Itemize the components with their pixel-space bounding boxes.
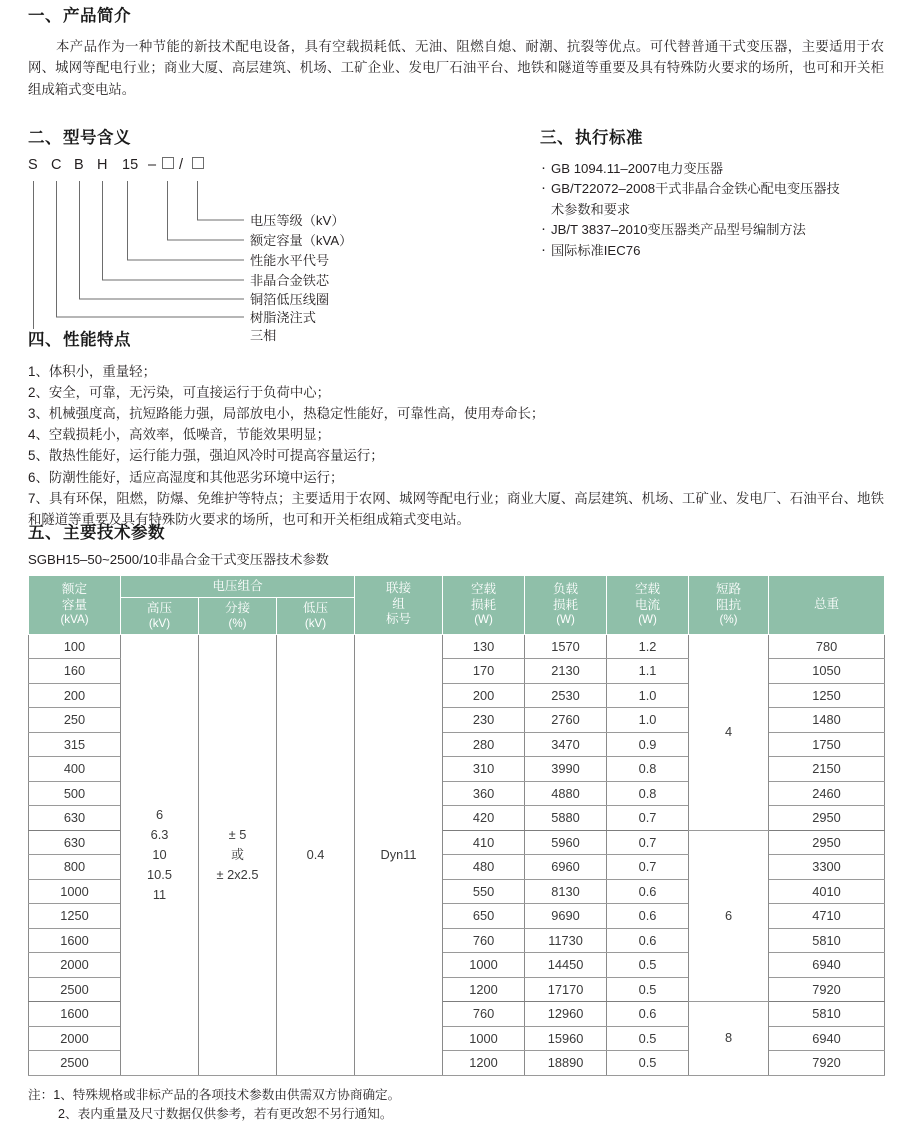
th-noload-current — [607, 575, 689, 634]
cell-rated-capacity: 250 — [29, 708, 121, 733]
cell-rated-capacity: 630 — [29, 830, 121, 855]
note-line-2: 2、表内重量及尺寸数据仅供参考，若有更改恕不另行通知。 — [58, 1107, 393, 1121]
cell-total-weight: 6940 — [769, 953, 885, 978]
standard-text: 国际标准IEC76 — [551, 242, 641, 258]
th-connection-group — [355, 575, 443, 634]
cell-total-weight: 7920 — [769, 1051, 885, 1076]
cell-noload-loss: 550 — [443, 879, 525, 904]
cell-load-loss: 8130 — [525, 879, 607, 904]
cell-total-weight: 2150 — [769, 757, 885, 782]
th-tap-label: 分接 — [224, 601, 251, 616]
section-1-title: 产品简介 — [63, 7, 131, 25]
cell-total-weight: 1480 — [769, 708, 885, 733]
th-conn-l2: 组 — [392, 596, 405, 611]
cell-noload-loss: 650 — [443, 904, 525, 929]
section-product-intro — [28, 8, 884, 100]
cell-rated-capacity: 1000 — [29, 879, 121, 904]
model-char-b: B — [74, 156, 84, 173]
table-subtitle: SGBH15–50~2500/10非晶合金干式变压器技术参数 — [28, 551, 329, 567]
feature-item: 1、体积小，重量轻； — [28, 363, 156, 379]
cell-total-weight: 5810 — [769, 928, 885, 953]
cell-noload-current: 0.6 — [607, 879, 689, 904]
feature-item: 7、具有环保，阻燃，防爆、免维护等特点；主要适用于农网、城网等配电行业；商业大厦、高层建筑、机场、工矿业、发电厂、石油平台、地铁和隧道等重要及具有特殊防火要求的场所，也可和开关柜组成箱式变电站。 — [28, 490, 884, 527]
table-head — [29, 575, 885, 634]
standard-item — [540, 179, 890, 220]
cell-noload-current: 0.7 — [607, 855, 689, 880]
cell-load-loss: 6960 — [525, 855, 607, 880]
cell-rated-capacity: 2500 — [29, 977, 121, 1002]
model-char-h: H — [97, 156, 108, 173]
section-1-heading — [28, 8, 884, 25]
cell-noload-loss: 200 — [443, 683, 525, 708]
cell-total-weight: 2460 — [769, 781, 885, 806]
feature-item: 2、安全，可靠，无污染，可直接运行于负荷中心； — [28, 384, 331, 400]
cell-load-loss: 2760 — [525, 708, 607, 733]
cell-rated-capacity: 1600 — [29, 928, 121, 953]
cell-load-loss: 5960 — [525, 830, 607, 855]
th-total-weight: 总重 — [769, 575, 885, 634]
cell-load-loss: 2130 — [525, 659, 607, 684]
th-noload-current-l2: 电流 — [634, 597, 661, 612]
th-hv-label: 高压 — [146, 601, 173, 616]
section-features — [28, 332, 884, 530]
th-conn-l3: 标号 — [385, 612, 412, 627]
th-load-loss — [525, 575, 607, 634]
cell-noload-loss: 1000 — [443, 953, 525, 978]
table-row — [29, 634, 885, 659]
cell-load-loss: 12960 — [525, 1002, 607, 1027]
label-voltage-level: 电压等级（kV） — [250, 212, 345, 228]
section-4-number: 四、 — [28, 331, 62, 349]
section-2-heading — [28, 130, 528, 147]
label-three-phase: 三相 — [250, 327, 277, 343]
cell-rated-capacity: 100 — [29, 634, 121, 659]
model-char-slash: / — [179, 156, 184, 173]
cell-load-loss: 3990 — [525, 757, 607, 782]
cell-load-loss: 17170 — [525, 977, 607, 1002]
cell-rated-capacity: 630 — [29, 806, 121, 831]
th-lv-label: 低压 — [302, 601, 329, 616]
standard-item — [540, 220, 890, 241]
cell-rated-capacity: 200 — [29, 683, 121, 708]
cell-total-weight: 3300 — [769, 855, 885, 880]
standard-text: JB/T 3837–2010变压器类产品型号编制方法 — [551, 222, 806, 237]
cell-tap: ± 5 或 ± 2x2.5 — [199, 634, 277, 1075]
cell-noload-loss: 760 — [443, 928, 525, 953]
cell-total-weight: 6940 — [769, 1026, 885, 1051]
cell-total-weight: 780 — [769, 634, 885, 659]
note-prefix: 注： — [28, 1088, 54, 1102]
cell-load-loss: 1570 — [525, 634, 607, 659]
th-noload-loss — [443, 575, 525, 634]
cell-rated-capacity: 800 — [29, 855, 121, 880]
cell-total-weight: 2950 — [769, 830, 885, 855]
cell-load-loss: 18890 — [525, 1051, 607, 1076]
th-capacity-unit: (kVA) — [60, 613, 89, 627]
cell-noload-current: 0.6 — [607, 928, 689, 953]
standard-text: GB 1094.11–2007电力变压器 — [551, 160, 724, 176]
capacity-box-icon — [162, 157, 174, 169]
cell-noload-current: 1.0 — [607, 683, 689, 708]
feature-item: 4、空载损耗小，高效率，低噪音，节能效果明显； — [28, 427, 331, 443]
cell-rated-capacity: 160 — [29, 659, 121, 684]
standard-text-continued: 术参数和要求 — [551, 201, 631, 217]
cell-load-loss: 4880 — [525, 781, 607, 806]
cell-noload-loss: 480 — [443, 855, 525, 880]
section-5-title: 主要技术参数 — [63, 524, 165, 542]
cell-noload-loss: 420 — [443, 806, 525, 831]
model-code-string — [28, 157, 528, 177]
cell-noload-loss: 280 — [443, 732, 525, 757]
model-char-box-capacity — [162, 157, 174, 174]
th-noload-loss-unit: (W) — [474, 613, 493, 627]
cell-noload-current: 0.9 — [607, 732, 689, 757]
cell-total-weight: 5810 — [769, 1002, 885, 1027]
cell-rated-capacity: 315 — [29, 732, 121, 757]
cell-short-circuit-impedance: 8 — [689, 1002, 769, 1076]
feature-item: 3、机械强度高，抗短路能力强，局部放电小，热稳定性能好，可靠性高，使用寿命长； — [28, 405, 545, 421]
specification-table — [28, 575, 885, 1076]
cell-noload-current: 0.7 — [607, 806, 689, 831]
cell-rated-capacity: 500 — [29, 781, 121, 806]
cell-connection-group: Dyn11 — [355, 634, 443, 1075]
cell-noload-current: 0.8 — [607, 781, 689, 806]
th-load-loss-unit: (W) — [556, 613, 575, 627]
th-impedance-unit: (%) — [719, 613, 738, 627]
label-resin-cast: 树脂浇注式 — [250, 309, 316, 325]
th-noload-loss-l2: 损耗 — [470, 597, 497, 612]
cell-noload-loss: 1000 — [443, 1026, 525, 1051]
section-3-heading — [540, 130, 890, 147]
cell-noload-loss: 130 — [443, 634, 525, 659]
section-2-title: 型号含义 — [63, 129, 131, 147]
feature-item: 6、防潮性能好，适应高湿度和其他恶劣环境中运行； — [28, 469, 344, 485]
standard-item — [540, 241, 890, 262]
th-short-circuit-impedance — [689, 575, 769, 634]
th-tap-unit: (%) — [228, 616, 247, 630]
section-4-heading — [28, 332, 884, 349]
table-notes — [28, 1086, 400, 1124]
cell-total-weight: 2950 — [769, 806, 885, 831]
section-3-title: 执行标准 — [575, 129, 643, 147]
note-line-1 — [28, 1086, 400, 1105]
label-performance-code: 性能水平代号 — [250, 252, 330, 268]
cell-noload-loss: 1200 — [443, 977, 525, 1002]
cell-high-voltage: 6 6.3 10 10.5 11 — [121, 634, 199, 1075]
section-technical-parameters — [28, 525, 884, 1076]
cell-short-circuit-impedance: 4 — [689, 634, 769, 830]
th-hv-unit: (kV) — [148, 616, 171, 630]
cell-rated-capacity: 2000 — [29, 953, 121, 978]
cell-noload-current: 0.5 — [607, 953, 689, 978]
cell-noload-current: 0.6 — [607, 1002, 689, 1027]
th-load-loss-l2: 损耗 — [552, 597, 579, 612]
standards-list — [540, 159, 890, 262]
label-copper-foil-winding: 铜箔低压线圈 — [250, 291, 330, 307]
th-conn-l1: 联接 — [385, 581, 412, 596]
cell-noload-loss: 310 — [443, 757, 525, 782]
cell-total-weight: 1750 — [769, 732, 885, 757]
cell-noload-current: 0.6 — [607, 904, 689, 929]
cell-load-loss: 14450 — [525, 953, 607, 978]
label-rated-capacity: 额定容量（kVA） — [250, 232, 353, 248]
th-high-voltage — [121, 598, 199, 635]
cell-rated-capacity: 1250 — [29, 904, 121, 929]
cell-noload-current: 1.2 — [607, 634, 689, 659]
cell-load-loss: 2530 — [525, 683, 607, 708]
model-char-s: S — [28, 156, 38, 173]
cell-noload-current: 0.5 — [607, 1026, 689, 1051]
model-char-c: C — [51, 156, 62, 173]
table-body — [29, 634, 885, 1075]
cell-rated-capacity: 2000 — [29, 1026, 121, 1051]
table-head-row-1 — [29, 575, 885, 598]
cell-noload-current: 0.8 — [607, 757, 689, 782]
cell-rated-capacity: 400 — [29, 757, 121, 782]
section-standards — [540, 130, 890, 261]
cell-noload-loss: 760 — [443, 1002, 525, 1027]
cell-noload-current: 1.0 — [607, 708, 689, 733]
cell-noload-current: 0.5 — [607, 1051, 689, 1076]
th-noload-loss-l1: 空载 — [470, 582, 497, 597]
section-5-number: 五、 — [28, 524, 62, 542]
model-char-dash: – — [148, 156, 157, 173]
cell-noload-loss: 170 — [443, 659, 525, 684]
section-1-number: 一、 — [28, 7, 62, 25]
cell-noload-loss: 360 — [443, 781, 525, 806]
cell-noload-loss: 1200 — [443, 1051, 525, 1076]
standard-text: GB/T22072–2008干式非晶合金铁心配电变压器技 — [551, 181, 840, 196]
voltage-box-icon — [192, 157, 204, 169]
label-amorphous-core: 非晶合金铁芯 — [250, 272, 330, 288]
cell-load-loss: 11730 — [525, 928, 607, 953]
th-noload-current-l1: 空载 — [634, 582, 661, 597]
cell-total-weight: 4710 — [769, 904, 885, 929]
features-list — [28, 361, 884, 531]
th-voltage-combination: 电压组合 — [121, 575, 355, 598]
th-lv-unit: (kV) — [304, 616, 327, 630]
section-4-title: 性能特点 — [63, 331, 131, 349]
th-capacity-l2: 容量 — [61, 597, 88, 612]
section-3-number: 三、 — [540, 129, 574, 147]
th-impedance-l2: 阻抗 — [715, 597, 742, 612]
cell-load-loss: 15960 — [525, 1026, 607, 1051]
th-tap — [199, 598, 277, 635]
section-5-heading — [28, 525, 884, 542]
cell-noload-current: 1.1 — [607, 659, 689, 684]
cell-rated-capacity: 2500 — [29, 1051, 121, 1076]
cell-noload-current: 0.5 — [607, 977, 689, 1002]
section-1-body: 本产品作为一种节能的新技术配电设备，具有空载损耗低、无油、阻燃自熄、耐潮、抗裂等优点。可代替普通干式变压器，主要适用于农网、城网等配电行业；商业大厦、高层建筑、机场、工矿企业、发电厂石油平台、地铁和隧道等重要及具有特殊防火要求的场所，也可和开关柜组成箱式变电站。 — [28, 38, 884, 97]
th-rated-capacity — [29, 575, 121, 634]
cell-load-loss: 3470 — [525, 732, 607, 757]
cell-low-voltage: 0.4 — [277, 634, 355, 1075]
note-1-text: 1、特殊规格或非标产品的各项技术参数由供需双方协商确定。 — [53, 1088, 401, 1102]
cell-short-circuit-impedance: 6 — [689, 830, 769, 1002]
model-char-box-voltage — [192, 157, 204, 174]
standard-item — [540, 159, 890, 180]
cell-total-weight: 1250 — [769, 683, 885, 708]
th-impedance-l1: 短路 — [715, 582, 742, 597]
th-load-loss-l1: 负载 — [552, 582, 579, 597]
cell-load-loss: 5880 — [525, 806, 607, 831]
cell-rated-capacity: 1600 — [29, 1002, 121, 1027]
cell-noload-current: 0.7 — [607, 830, 689, 855]
cell-total-weight: 4010 — [769, 879, 885, 904]
th-low-voltage — [277, 598, 355, 635]
cell-total-weight: 7920 — [769, 977, 885, 1002]
feature-item: 5、散热性能好，运行能力强，强迫风冷时可提高容量运行； — [28, 448, 384, 464]
section-2-number: 二、 — [28, 129, 62, 147]
cell-noload-loss: 230 — [443, 708, 525, 733]
model-char-15: 15 — [122, 156, 139, 173]
cell-load-loss: 9690 — [525, 904, 607, 929]
th-noload-current-unit: (W) — [638, 613, 657, 627]
th-capacity-l1: 额定 — [61, 582, 88, 597]
cell-total-weight: 1050 — [769, 659, 885, 684]
cell-noload-loss: 410 — [443, 830, 525, 855]
